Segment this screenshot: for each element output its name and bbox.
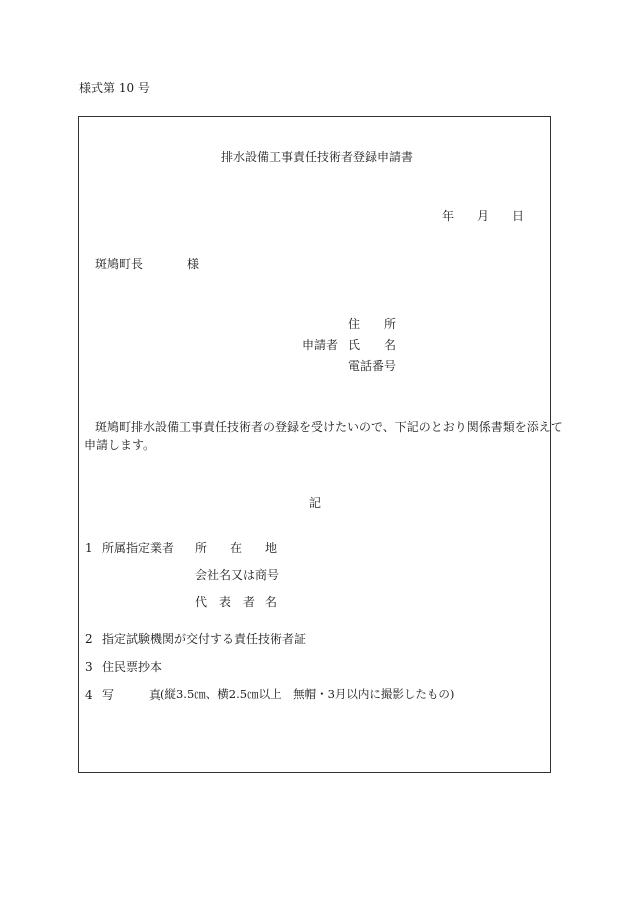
item-4-number: 4: [85, 688, 93, 702]
item-1-rep-char-4: 名: [265, 595, 278, 609]
body-text-line-2: 申請します。: [84, 438, 156, 452]
item-1-location-char-1: 所: [195, 541, 208, 555]
item-1-location-char-2: 在: [230, 541, 243, 555]
ki-heading: 記: [309, 496, 322, 510]
item-4-detail: (縦3.5㎝、横2.5㎝以上 無帽・3月以内に撮影したもの): [160, 687, 455, 701]
addressee-honorific: 様: [187, 257, 200, 271]
item-2-text: 指定試験機関が交付する責任技術者証: [102, 632, 307, 646]
form-title: 排水設備工事責任技術者登録申請書: [221, 150, 414, 164]
item-1-rep-char-2: 表: [219, 595, 232, 609]
date-month-label: 月: [477, 209, 490, 223]
item-4-char-2: 真: [149, 688, 162, 702]
item-2-number: 2: [85, 632, 93, 646]
form-number: 様式第 10 号: [79, 81, 150, 95]
item-4-char-1: 写: [102, 688, 115, 702]
applicant-address-char-2: 所: [384, 317, 397, 331]
applicant-address-char-1: 住: [348, 317, 361, 331]
applicant-phone-label: 電話番号: [348, 359, 397, 373]
applicant-name-char-1: 氏: [348, 338, 361, 352]
applicant-name-char-2: 名: [384, 338, 397, 352]
item-3-text: 住民票抄本: [102, 660, 163, 674]
item-1-location-char-3: 地: [265, 541, 278, 555]
item-1-rep-char-3: 者: [243, 595, 256, 609]
date-year-label: 年: [442, 209, 455, 223]
item-1-rep-char-1: 代: [195, 595, 208, 609]
applicant-label: 申請者: [302, 338, 339, 352]
item-3-number: 3: [85, 660, 93, 674]
body-text-line-1: 斑鳩町排水設備工事責任技術者の登録を受けたいので、下記のとおり関係書類を添えて: [95, 420, 563, 434]
item-1-number: 1: [85, 541, 93, 555]
item-1-label: 所属指定業者: [102, 541, 175, 555]
item-1-company-label: 会社名又は商号: [195, 568, 280, 582]
addressee-name: 斑鳩町長: [95, 257, 144, 271]
date-day-label: 日: [512, 209, 525, 223]
